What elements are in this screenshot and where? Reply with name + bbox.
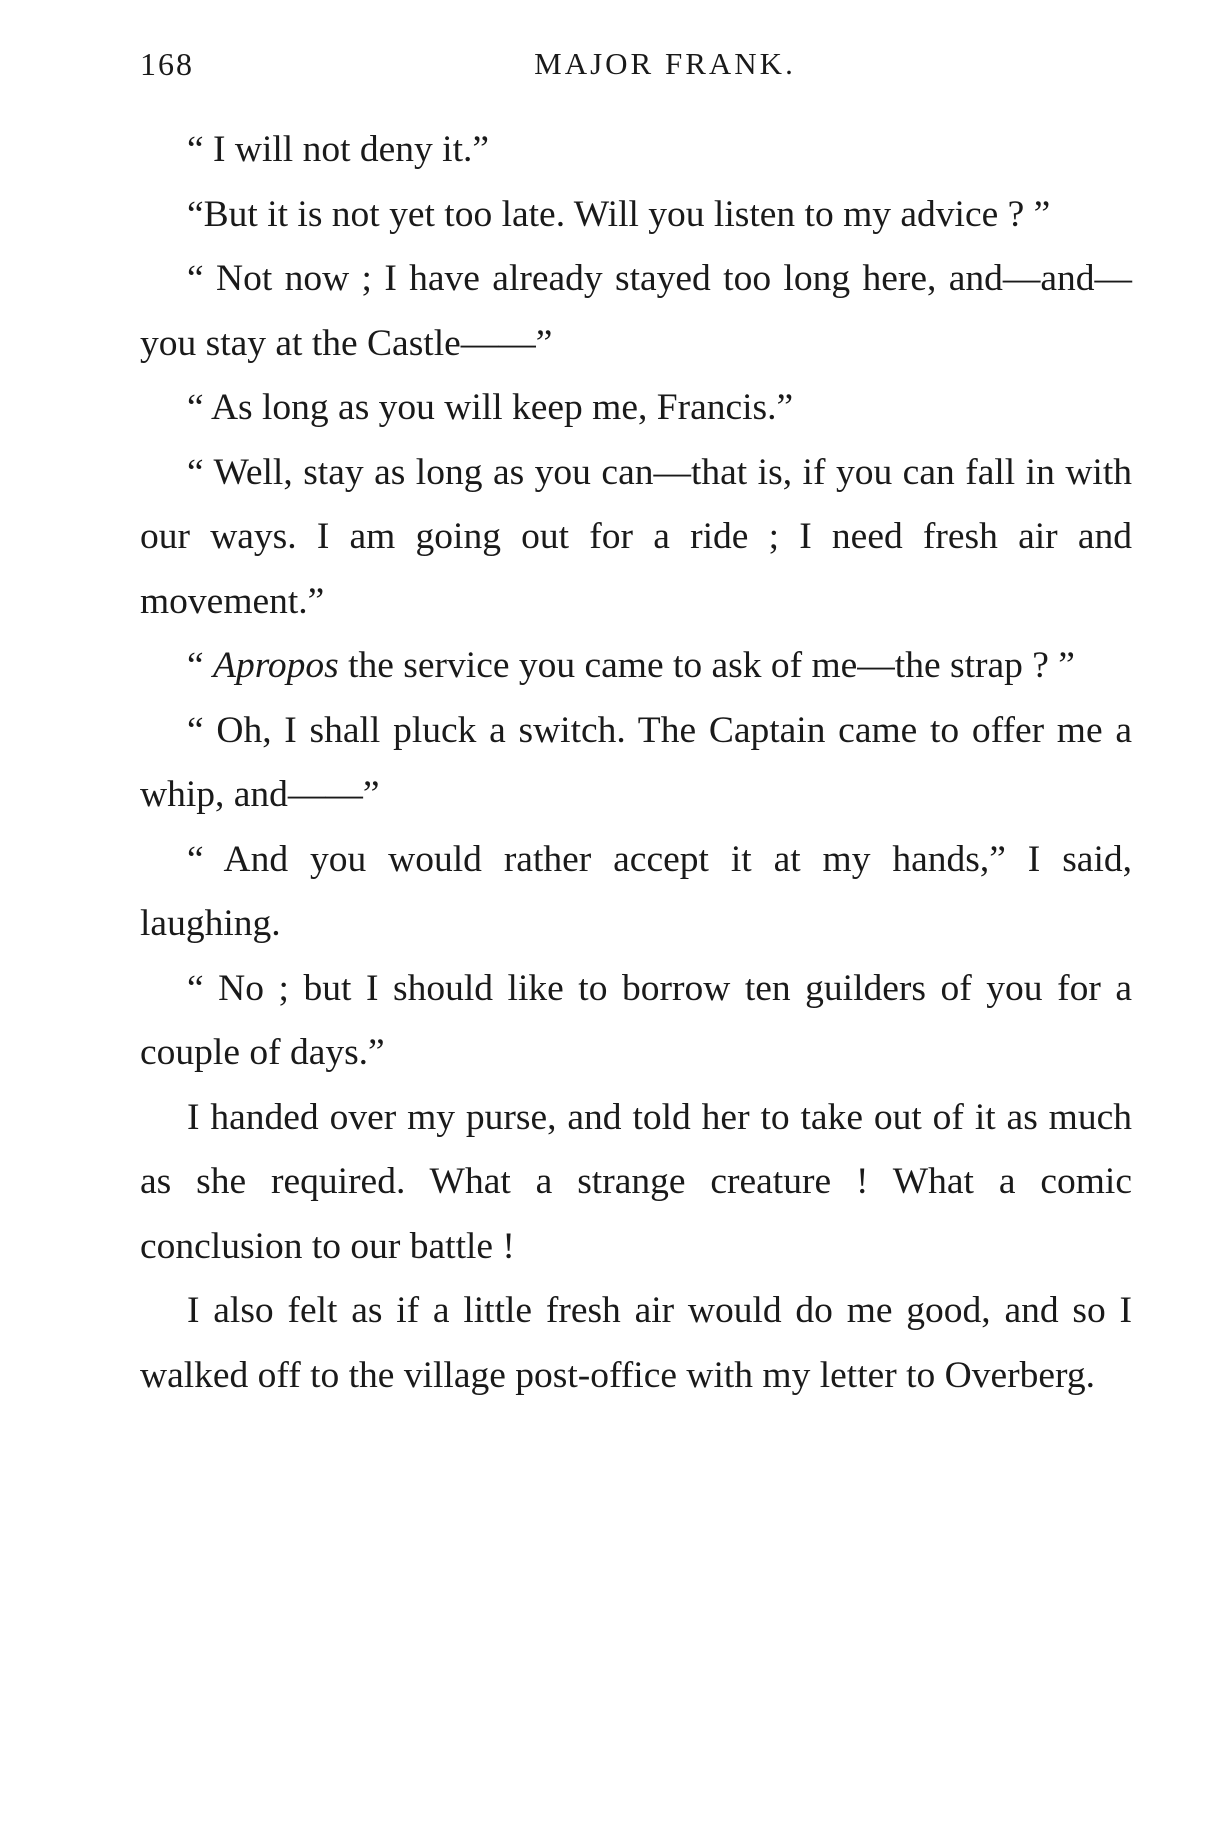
paragraph-10: I handed over my purse, and told her to take out of it as much as she required. What a strange creature ! What a comic conclusion to our battle ! bbox=[140, 1096, 1132, 1267]
paragraph-11: I also felt as if a little fresh air would do me good, and so I walked off to the village post-office with my letter to Overberg. bbox=[140, 1290, 1132, 1396]
page-header bbox=[140, 46, 1130, 96]
paragraph-7: “ Oh, I shall pluck a switch. The Captain came to offer me a whip, and——” bbox=[140, 709, 1132, 815]
paragraph-9: “ No ; but I should like to borrow ten guilders of you for a couple of days.” bbox=[140, 967, 1132, 1073]
paragraph-5: “ Well, stay as long as you can—that is, if you can fall in with our ways. I am going out for a ride ; I need fresh air and movement.” bbox=[140, 451, 1132, 622]
paragraph-6-lead: “ bbox=[187, 645, 214, 686]
paragraph-6 bbox=[140, 634, 1132, 699]
paragraph-4: “ As long as you will keep me, Francis.” bbox=[187, 387, 794, 428]
paragraph-2: “But it is not yet too late. Will you listen to my advice ? ” bbox=[187, 193, 1051, 235]
page-body bbox=[140, 118, 1132, 1408]
paragraph-6-text: the service you came to ask of me—the strap ? ” bbox=[338, 645, 1075, 686]
paragraph-3: “ Not now ; I have already stayed too long here, and—and—you stay at the Castle——” bbox=[140, 258, 1132, 364]
paragraph-6-italic: Apropos bbox=[213, 645, 339, 686]
page-number: 168 bbox=[140, 46, 194, 82]
paragraph-8: “ And you would rather accept it at my hands,” I said, laughing. bbox=[140, 838, 1132, 944]
running-title: MAJOR FRANK. bbox=[534, 46, 796, 81]
paragraph-1: “ I will not deny it.” bbox=[187, 129, 490, 170]
